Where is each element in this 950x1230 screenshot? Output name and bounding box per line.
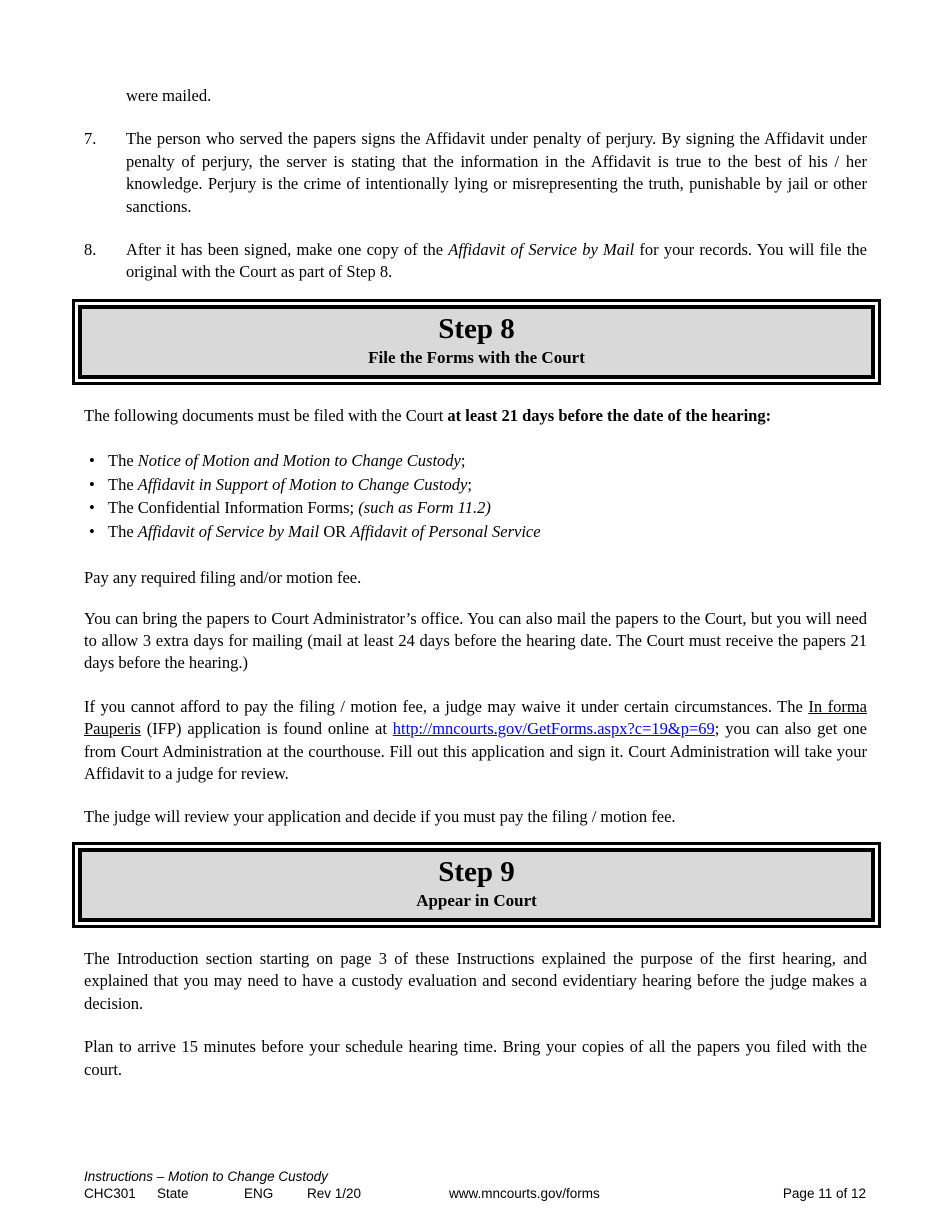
numbered-item-8	[84, 239, 867, 284]
bullet-italic: (such as Form 11.2)	[358, 498, 491, 518]
bullet-segment: The Confidential Information Forms;	[108, 498, 359, 518]
footer-website: www.mncourts.gov/forms	[449, 1186, 600, 1201]
footer-page-indicator: Page 11 of 12	[782, 1186, 866, 1201]
bullet-italic: Notice of Motion and Motion to Change Custody	[137, 451, 461, 471]
bullet-icon: •	[89, 474, 95, 494]
item-text-segment: After it has been signed, make one copy of the	[126, 240, 449, 260]
bullet-italic: Affidavit in Support of Motion to Change Custody	[137, 474, 468, 494]
getforms-link[interactable]: http://mncourts.gov/GetForms.aspx?c=19&p=69	[392, 719, 715, 739]
document-content	[84, 0, 867, 1081]
item-text: The person who served the papers signs the Affidavit under penalty of perjury. By signing the Affidavit under penalty of perjury, the server is stating that the information in the Affidavit is true to the best of his / her knowledge. Perjury is the crime of intentionally lying or misrepresenting the truth, punishable by jail or other sanctions.	[126, 129, 867, 216]
pay-fee-paragraph: Pay any required filing and/or motion fee.	[84, 568, 362, 588]
bullet-italic: Affidavit of Service by Mail	[137, 521, 320, 541]
footer-form-id: CHC301	[84, 1186, 136, 1201]
list-item	[84, 520, 867, 544]
numbered-item-7	[84, 128, 867, 218]
step-9-paragraph-1: The Introduction section starting on page 3 of these Instructions explained the purpose of the first hearing, and explained that you may need to have a custody evaluation and second evidentiary hearing before the judge makes a decision.	[84, 948, 867, 1013]
continuation-text: were mailed.	[126, 86, 212, 105]
page-footer	[84, 1168, 866, 1202]
list-item	[84, 473, 867, 497]
bullet-segment: The	[108, 474, 138, 494]
bullet-segment: OR	[319, 521, 351, 541]
intro-bold: at least 21 days before the date of the hearing:	[447, 405, 772, 425]
item-text-segment: for your records. You will file the original with the Court as part of Step 8.	[126, 240, 867, 282]
judge-review-paragraph: The judge will review your application and decide if you must pay the filing / motion fee.	[84, 806, 676, 826]
bullet-text	[108, 449, 465, 473]
bullet-text	[108, 473, 472, 497]
bullet-segment: ;	[460, 451, 466, 471]
step-8-subtitle: File the Forms with the Court	[368, 347, 585, 367]
item-text-italic: Affidavit of Service by Mail	[448, 240, 635, 260]
list-item	[84, 449, 867, 473]
footer-meta-row	[84, 1185, 866, 1202]
document-bullet-list	[84, 449, 867, 543]
footer-jurisdiction: State	[157, 1186, 189, 1201]
bullet-italic: Affidavit of Personal Service	[350, 521, 541, 541]
step-8-heading-inner	[78, 305, 875, 379]
bullet-segment: The	[108, 521, 138, 541]
step-9-subtitle: Appear in Court	[416, 890, 537, 910]
bullet-icon: •	[89, 521, 95, 541]
bullet-segment: ;	[467, 474, 472, 494]
footer-language: ENG	[244, 1186, 274, 1201]
bullet-icon: •	[89, 451, 95, 471]
step-9-title: Step 9	[438, 855, 515, 888]
item-text	[126, 239, 867, 284]
step-9-heading-box	[72, 842, 881, 928]
ifp-segment: (IFP) application is found online at	[140, 719, 393, 739]
step-8-heading-box	[72, 299, 881, 385]
step-8-title: Step 8	[438, 312, 515, 345]
step-8-intro	[84, 405, 867, 427]
bullet-segment: The	[108, 451, 138, 471]
footer-doc-title: Instructions – Motion to Change Custody	[84, 1169, 328, 1184]
bullet-icon: •	[89, 498, 95, 518]
ifp-underlined-term: In forma Pauperis	[84, 696, 867, 739]
bullet-text	[108, 520, 541, 544]
step-9-paragraph-2: Plan to arrive 15 minutes before your schedule hearing time. Bring your copies of all the papers you filed with the court.	[84, 1037, 867, 1079]
ifp-paragraph	[84, 696, 867, 786]
ifp-segment: If you cannot afford to pay the filing / motion fee, a judge may waive it under certain circumstances. The	[84, 696, 809, 716]
step-9-heading-inner	[78, 848, 875, 922]
intro-normal: The following documents must be filed with the Court	[84, 405, 448, 425]
item-number: 7.	[84, 129, 97, 149]
ifp-segment: ; you can also get one from Court Administration at the courthouse. Fill out this application and sign it. Court Administration will take your Affidavit to a judge for review.	[84, 719, 867, 784]
bring-papers-paragraph: You can bring the papers to Court Administrator’s office. You can also mail the papers to the Court, but you will need to allow 3 extra days for mailing (mail at least 24 days before the hearing date. The Court must receive the papers 21 days before the hearing.)	[84, 608, 867, 673]
bullet-text	[108, 496, 491, 520]
footer-revision: Rev 1/20	[307, 1186, 362, 1201]
list-item	[84, 496, 867, 520]
item-number: 8.	[84, 240, 97, 260]
